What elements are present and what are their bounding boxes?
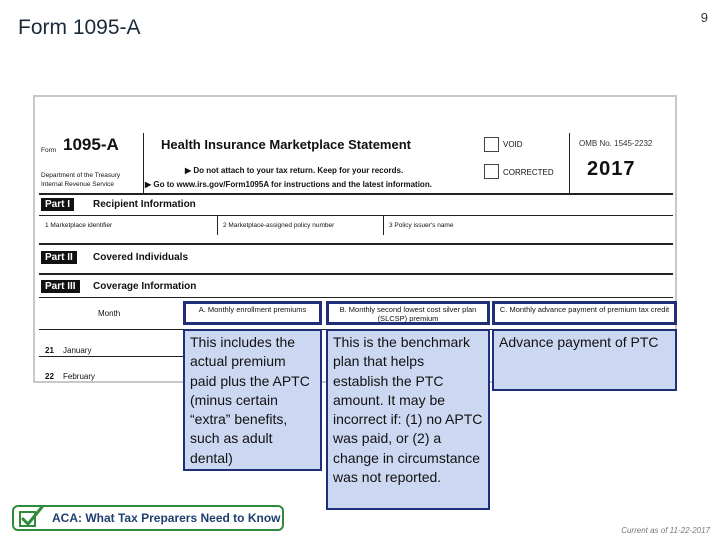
callout-column-b: This is the benchmark plan that helps establish the PTC amount. It may be incorrect if: (1) no APTC was paid, or (2) a change in circumstance was not reported. (326, 329, 490, 510)
omb-number: OMB No. 1545-2232 (579, 139, 653, 148)
statement-title: Health Insurance Marketplace Statement (161, 137, 411, 152)
dept-line2: Internal Revenue Service (41, 181, 114, 188)
tax-year: 2017 (587, 158, 636, 180)
month-header: Month (98, 309, 121, 318)
row-21-number: 21 (45, 346, 54, 355)
dept-line1: Department of the Treasury (41, 172, 121, 179)
slide-title: Form 1095-A (18, 16, 141, 39)
part-3-label: Part III (41, 280, 80, 293)
callout-column-c: Advance payment of PTC (492, 329, 677, 391)
row-22-number: 22 (45, 372, 54, 381)
part-2-label: Part II (41, 251, 77, 264)
corrected-checkbox (484, 164, 499, 179)
checkmark-icon (18, 505, 46, 529)
instruction-1: ▶ Do not attach to your tax return. Keep for your records. (185, 166, 404, 175)
field-3-label: 3 Policy issuer's name (389, 222, 454, 229)
aca-badge-text: ACA: What Tax Preparers Need to Know (52, 511, 281, 525)
column-b-header: B. Monthly second lowest cost silver plan (SLCSP) premium (326, 301, 490, 325)
part-1-title: Recipient Information (93, 199, 196, 210)
instruction-2: ▶ Go to www.irs.gov/Form1095A for instructions and the latest information. (145, 180, 432, 189)
void-label: VOID (503, 140, 523, 149)
form-label: Form (41, 147, 57, 154)
void-checkbox (484, 137, 499, 152)
field-2-label: 2 Marketplace-assigned policy number (223, 222, 335, 229)
row-21-month: January (63, 346, 92, 355)
corrected-label: CORRECTED (503, 168, 554, 177)
part-2-title: Covered Individuals (93, 252, 189, 263)
footer-date: Current as of 11-22-2017 (621, 526, 710, 535)
part-1-label: Part I (41, 198, 74, 211)
callout-column-a: This includes the actual premium paid plus the APTC (minus certain “extra” benefits, such as adult dental) (183, 329, 322, 471)
row-22-month: February (63, 372, 96, 381)
field-1-label: 1 Marketplace identifier (45, 222, 113, 229)
column-a-header: A. Monthly enrollment premiums (183, 301, 322, 325)
page-number: 9 (700, 10, 708, 25)
column-c-header: C. Monthly advance payment of premium tax credit (492, 301, 677, 325)
aca-badge (12, 505, 284, 531)
form-number: 1095-A (63, 135, 119, 154)
part-3-title: Coverage Information (93, 281, 197, 292)
